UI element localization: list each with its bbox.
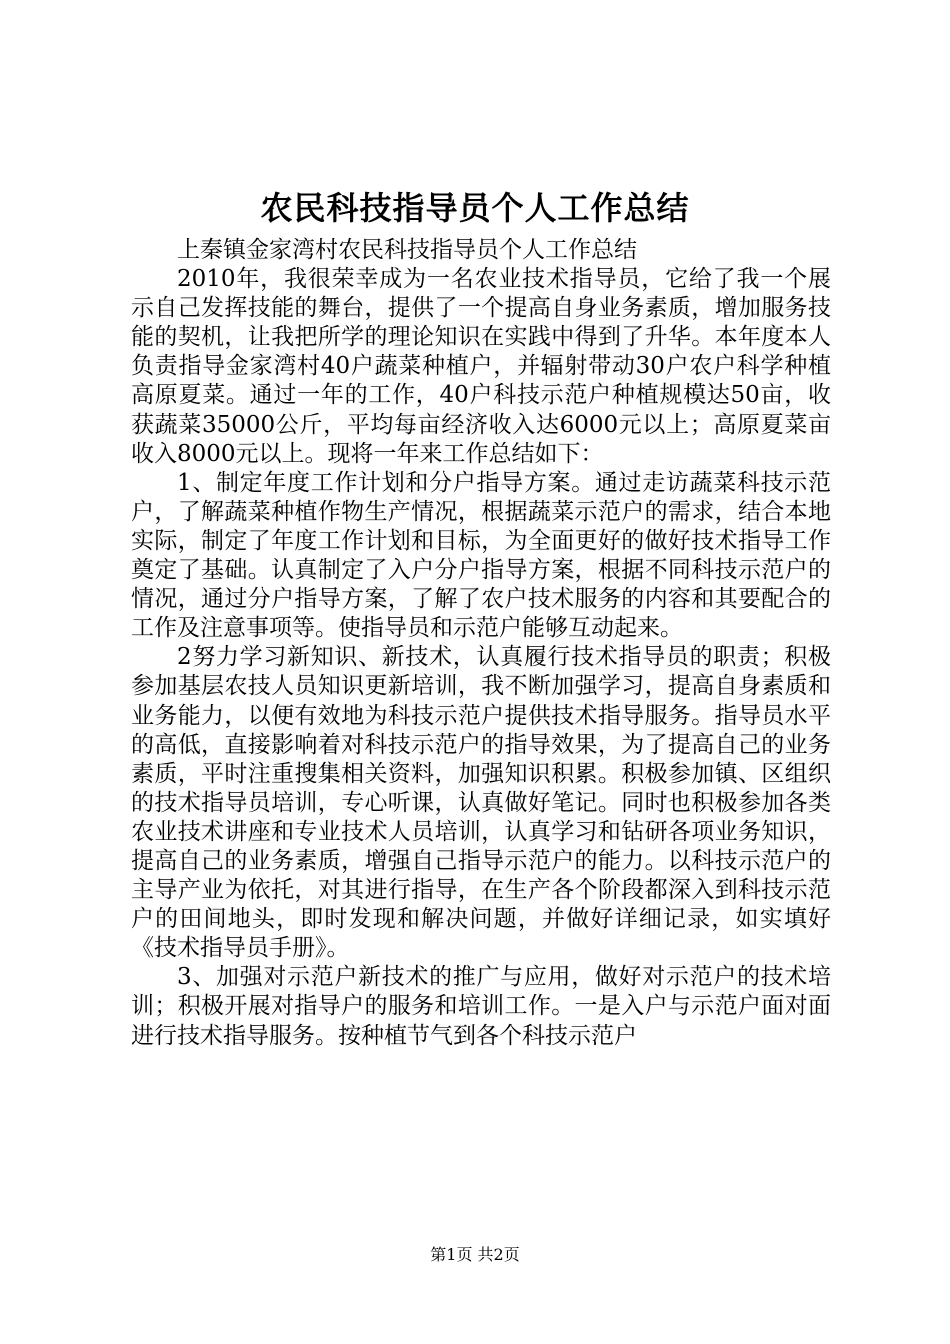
page-number-footer: 第1页 共2页 bbox=[430, 1245, 520, 1264]
paragraph-section-1: 1、制定年度工作计划和分户指导方案。通过走访蔬菜科技示范户，了解蔬菜种植作物生产情况，根据蔬菜示范户的需求，结合本地实际，制定了年度工作计划和目标，为全面更好的做好技术指导工作奠定了基础。认真制定了入户分户指导方案，根据不同科技示范户的情况，通过分户指导方案，了解了农户技术服务的内容和其要配合的工作及注意事项等。使指导员和示范户能够互动起来。 bbox=[131, 469, 831, 642]
paragraph-intro: 2010年，我很荣幸成为一名农业技术指导员，它给了我一个展示自己发挥技能的舞台，提供了一个提高自身业务素质，增加服务技能的契机，让我把所学的理论知识在实践中得到了升华。本年度本人负责指导金家湾村40户蔬菜种植户，并辐射带动30户农户科学种植高原夏菜。通过一年的工作，40户科技示范户种植规模达50亩，收获蔬菜35000公斤，平均每亩经济收入达6000元以上；高原夏菜亩收入8000元以上。现将一年来工作总结如下： bbox=[131, 266, 831, 467]
document-subtitle: 上秦镇金家湾村农民科技指导员个人工作总结 bbox=[177, 237, 637, 263]
document-title: 农民科技指导员个人工作总结 bbox=[260, 189, 690, 227]
paragraph-section-3: 3、加强对示范户新技术的推广与应用，做好对示范户的技术培训；积极开展对指导户的服务和培训工作。一是入户与示范户面对面进行技术指导服务。按种植节气到各个科技示范户 bbox=[131, 964, 831, 1049]
document-body bbox=[131, 236, 831, 1051]
paragraph-section-2: 2努力学习新知识、新技术，认真履行技术指导员的职责；积极参加基层农技人员知识更新培训，我不断加强学习，提高自身素质和业务能力，以便有效地为科技示范户提供技术指导服务。指导员水平的高低，直接影响着对科技示范户的指导效果，为了提高自己的业务素质，平时注重搜集相关资料，加强知识积累。积极参加镇、区组织的技术指导员培训，专心听课，认真做好笔记。同时也积极参加各类农业技术讲座和专业技术人员培训，认真学习和钻研各项业务知识，提高自己的业务素质，增强自己指导示范户的能力。以科技示范户的主导产业为依托，对其进行指导，在生产各个阶段都深入到科技示范户的田间地头，即时发现和解决问题，并做好详细记录，如实填好《技术指导员手册》。 bbox=[131, 644, 831, 962]
